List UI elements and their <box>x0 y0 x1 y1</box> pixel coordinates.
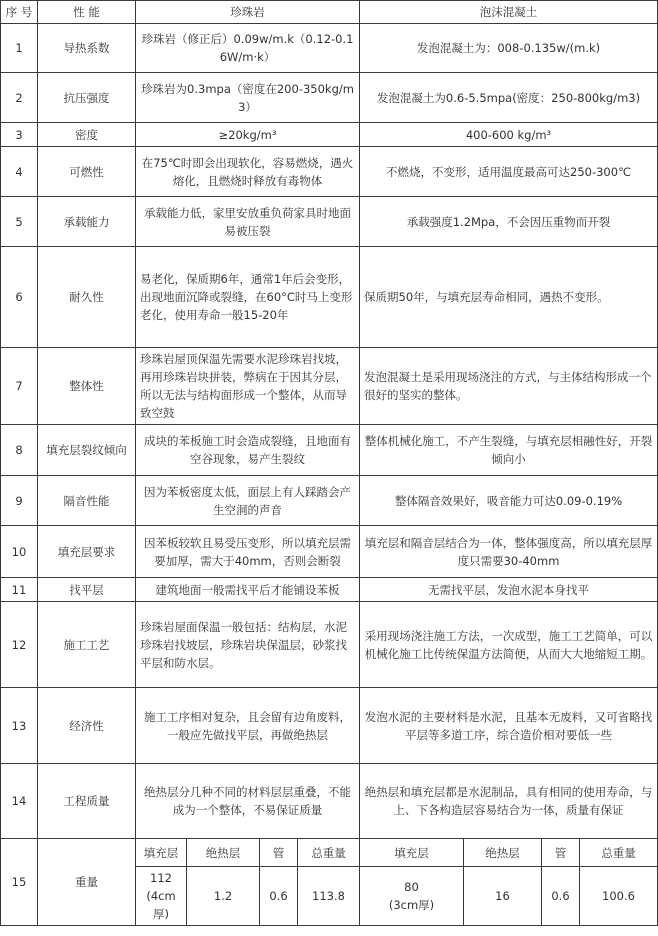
perlite-weight-header: 管 <box>260 839 298 867</box>
perlite-cell: 承载能力低，家里安放重负荷家具时地面易被压裂 <box>136 197 360 247</box>
perlite-weight-header: 总重量 <box>298 839 360 867</box>
foam-cell: 400-600 kg/m³ <box>360 123 658 147</box>
foam-cell: 发泡混凝土为：008-0.135w/(m.k) <box>360 24 658 73</box>
perlite-cell: 珍珠岩（修正后）0.09w/m.k（0.12-0.16W/m·k） <box>136 24 360 73</box>
row-number: 6 <box>1 247 38 348</box>
foam-cell: 整体机械化施工，不产生裂缝，与填充层相融性好，开裂倾向小 <box>360 425 658 476</box>
row-property: 耐久性 <box>38 247 136 348</box>
perlite-cell: 成块的苯板施工时会造成裂缝，且地面有空谷现象，易产生裂纹 <box>136 425 360 476</box>
row-property: 重量 <box>38 839 136 926</box>
perlite-cell: 在75℃时即会出现软化，容易燃烧，遇火熔化，且燃烧时释放有毒物体 <box>136 147 360 197</box>
weight-header-row <box>1 839 658 867</box>
perlite-cell: 施工工序相对复杂，且会留有边角废料，一般应先做找平层，再做绝热层 <box>136 688 360 764</box>
row-number: 10 <box>1 526 38 578</box>
table-row <box>1 764 658 839</box>
row-number: 4 <box>1 147 38 197</box>
foam-cell: 发泡水泥的主要材料是水泥，且基本无废料，又可省略找平层等多道工序，综合造价相对要低一些 <box>360 688 658 764</box>
perlite-cell: 珍珠岩屋面保温一般包括：结构层，水泥珍珠岩找坡层，珍珠岩块保温层，砂浆找平层和防水层。 <box>136 602 360 688</box>
row-property: 填充层裂纹倾向 <box>38 425 136 476</box>
header-no: 序 号 <box>1 1 38 24</box>
foam-cell: 填充层和隔音层结合为一体，整体强度高，所以填充层厚度只需要30-40mm <box>360 526 658 578</box>
row-number: 3 <box>1 123 38 147</box>
perlite-cell: 珍珠岩屋顶保温先需要水泥珍珠岩找坡，再用珍珠岩块拼装，弊病在于因其分层，所以无法与结构面形成一个整体，从而导致空鼓 <box>136 348 360 425</box>
table-row <box>1 247 658 348</box>
perlite-cell: 绝热层分几种不同的材料层层重叠，不能成为一个整体，不易保证质量 <box>136 764 360 839</box>
row-number: 2 <box>1 73 38 123</box>
row-property: 工程质量 <box>38 764 136 839</box>
perlite-cell: 建筑地面一般需找平后才能铺设苯板 <box>136 578 360 602</box>
row-number: 7 <box>1 348 38 425</box>
row-number: 11 <box>1 578 38 602</box>
table-row <box>1 425 658 476</box>
row-property: 施工工艺 <box>38 602 136 688</box>
perlite-weight-value: 112 (4cm厚) <box>136 867 187 926</box>
header-perlite: 珍珠岩 <box>136 1 360 24</box>
foam-cell: 不燃烧，不变形，适用温度最高可达250-300℃ <box>360 147 658 197</box>
table-row <box>1 602 658 688</box>
perlite-weight-value: 1.2 <box>187 867 260 926</box>
row-property: 隔音性能 <box>38 476 136 526</box>
foam-cell: 承载强度1.2Mpa，不会因压重物而开裂 <box>360 197 658 247</box>
perlite-cell: 珍珠岩为0.3mpa（密度在200-350kg/m3） <box>136 73 360 123</box>
table-row <box>1 348 658 425</box>
header-property: 性 能 <box>38 1 136 24</box>
perlite-cell: 因为苯板密度太低，面层上有人踩踏会产生空洞的声音 <box>136 476 360 526</box>
table-row <box>1 147 658 197</box>
foam-weight-value: 80 (3cm厚) <box>360 867 464 926</box>
row-property: 可燃性 <box>38 147 136 197</box>
row-property: 填充层要求 <box>38 526 136 578</box>
row-property: 密度 <box>38 123 136 147</box>
foam-cell: 保质期50年，与填充层寿命相同，遇热不变形。 <box>360 247 658 348</box>
row-number: 8 <box>1 425 38 476</box>
row-property: 找平层 <box>38 578 136 602</box>
foam-weight-header: 填充层 <box>360 839 464 867</box>
row-number: 5 <box>1 197 38 247</box>
table-row <box>1 688 658 764</box>
perlite-cell: ≥20kg/m³ <box>136 123 360 147</box>
foam-weight-header: 绝热层 <box>464 839 542 867</box>
foam-weight-value: 16 <box>464 867 542 926</box>
foam-cell: 绝热层和填充层都是水泥制品，具有相同的使用寿命，与上、下各构造层容易结合为一体，质量有保证 <box>360 764 658 839</box>
foam-weight-value: 100.6 <box>580 867 658 926</box>
table-header-row <box>1 1 658 24</box>
row-number: 15 <box>1 839 38 926</box>
row-number: 13 <box>1 688 38 764</box>
perlite-cell: 因苯板较软且易受压变形，所以填充层需要加厚，需大于40mm，否则会断裂 <box>136 526 360 578</box>
foam-cell: 无需找平层，发泡水泥本身找平 <box>360 578 658 602</box>
row-property: 导热系数 <box>38 24 136 73</box>
row-property: 抗压强度 <box>38 73 136 123</box>
perlite-weight-value: 0.6 <box>260 867 298 926</box>
table-row <box>1 526 658 578</box>
row-property: 承载能力 <box>38 197 136 247</box>
row-number: 14 <box>1 764 38 839</box>
table-row <box>1 123 658 147</box>
table-row <box>1 197 658 247</box>
header-foam-concrete: 泡沫混凝土 <box>360 1 658 24</box>
row-number: 12 <box>1 602 38 688</box>
row-property: 整体性 <box>38 348 136 425</box>
table-row <box>1 476 658 526</box>
table-row <box>1 24 658 73</box>
perlite-weight-value: 113.8 <box>298 867 360 926</box>
foam-cell: 发泡混凝土为0.6-5.5mpa(密度：250-800kg/m3) <box>360 73 658 123</box>
row-number: 1 <box>1 24 38 73</box>
foam-cell: 发泡混凝土是采用现场浇注的方式，与主体结构形成一个很好的坚实的整体。 <box>360 348 658 425</box>
perlite-cell: 易老化，保质期6年，通常1年后会变形，出现地面沉降或裂缝，在60°C时马上变形老化，使用寿命一般15-20年 <box>136 247 360 348</box>
row-number: 9 <box>1 476 38 526</box>
foam-cell: 整体隔音效果好，吸音能力可达0.09-0.19% <box>360 476 658 526</box>
perlite-weight-header: 填充层 <box>136 839 187 867</box>
row-property: 经济性 <box>38 688 136 764</box>
foam-weight-header: 管 <box>542 839 580 867</box>
perlite-weight-header: 绝热层 <box>187 839 260 867</box>
table-row <box>1 578 658 602</box>
foam-weight-header: 总重量 <box>580 839 658 867</box>
foam-cell: 采用现场浇注施工方法，一次成型，施工工艺简单，可以机械化施工比传统保温方法简便，从而大大地缩短工期。 <box>360 602 658 688</box>
table-row <box>1 73 658 123</box>
foam-weight-value: 0.6 <box>542 867 580 926</box>
